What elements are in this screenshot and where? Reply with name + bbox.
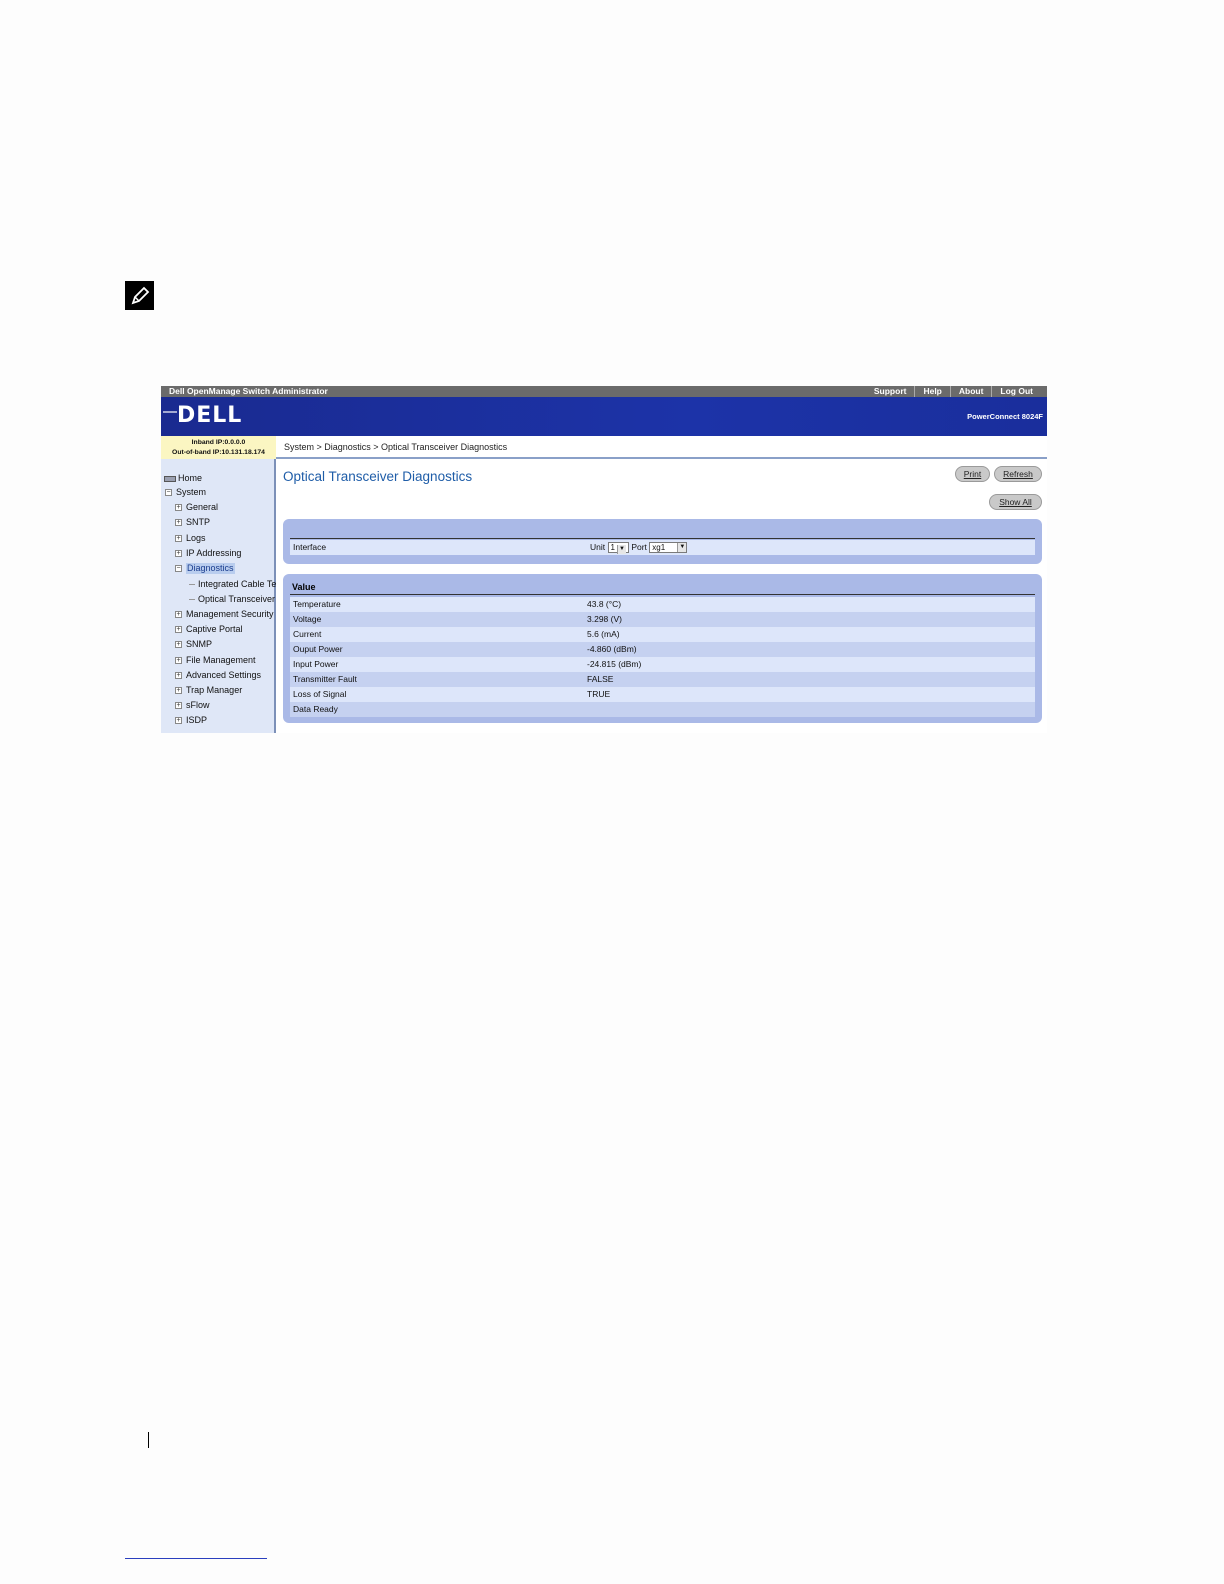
sidebar-item-snmp[interactable] [175,639,212,650]
sidebar-item-label: Optical Transceiver [198,594,276,604]
unit-label: Unit [590,542,606,552]
expand-icon[interactable]: + [176,504,181,511]
chevron-down-icon: ▼ [677,543,686,552]
sidebar-item-label: SNTP [186,517,211,527]
logo-swoosh [163,411,177,413]
sidebar-item-trap-manager[interactable] [175,685,242,696]
main-content [278,461,1047,733]
sidebar-item-label: File Management [186,655,256,665]
table-row [290,672,1035,687]
expand-icon[interactable]: + [176,641,181,648]
collapse-icon[interactable]: − [166,489,171,496]
row-value: 3.298 (V) [587,614,622,624]
row-label: Transmitter Fault [293,674,357,684]
sidebar-item-ip-addressing[interactable] [175,548,241,559]
row-label: Data Ready [293,704,338,714]
sidebar-item-general[interactable] [175,502,218,513]
row-value: -24.815 (dBm) [587,659,642,669]
row-label: Temperature [293,599,341,609]
sidebar-item-logs[interactable] [175,533,206,544]
row-value: -4.860 (dBm) [587,644,637,654]
interface-row [290,540,1035,555]
row-value: 43.8 (°C) [587,599,622,609]
unit-select[interactable] [608,542,629,553]
interface-table [290,538,1035,553]
show-all-button[interactable]: Show All [989,494,1042,510]
print-button[interactable]: Print [955,466,990,482]
sidebar-item-label: Management Security [186,609,274,619]
table-row [290,687,1035,702]
sidebar-item-management-security[interactable] [175,609,274,620]
top-links [866,386,1041,397]
table-row [290,702,1035,717]
sidebar-item-advanced-settings[interactable] [175,670,261,681]
sidebar-item-sntp[interactable] [175,517,210,528]
sidebar-item-file-management[interactable] [175,655,256,666]
inband-ip: Inband IP:0.0.0.0 [191,439,246,446]
chevron-down-icon: ▼ [617,545,626,554]
interface-panel [283,519,1042,564]
value-panel [283,574,1042,723]
refresh-button[interactable]: Refresh [994,466,1042,482]
table-row [290,597,1035,612]
dell-logo: DELL [177,403,243,428]
row-label: Voltage [293,614,322,624]
sidebar-item-label: Diagnostics [187,563,234,573]
sidebar-item-label: Trap Manager [186,685,243,695]
sidebar-item-label: General [186,502,219,512]
collapse-icon[interactable]: − [176,565,181,572]
product-name: PowerConnect 8024F [967,412,1043,421]
help-link[interactable]: Help [914,386,949,397]
unit-value: 1 [610,543,615,553]
row-label: Loss of Signal [293,689,347,699]
page-margin-rule [148,1432,149,1448]
expand-icon[interactable]: + [176,687,181,694]
table-row [290,657,1035,672]
expand-icon[interactable]: + [176,519,181,526]
breadcrumb-bar [276,436,1047,459]
sidebar-item-captive-portal[interactable] [175,624,243,635]
sidebar-item-label: IP Addressing [186,548,242,558]
tree-connector [189,584,195,585]
row-label: Current [293,629,322,639]
sidebar-item-label: Integrated Cable Te [198,579,277,589]
port-value: xg1 [652,543,666,553]
sidebar-item-label: Captive Portal [186,624,243,634]
expand-icon[interactable]: + [176,657,181,664]
sidebar-tree [161,459,276,733]
sidebar-item-label: Advanced Settings [186,670,262,680]
sidebar-item-label: Home [178,473,203,483]
expand-icon[interactable]: + [176,702,181,709]
sidebar-item-label: ISDP [186,715,208,725]
app-title: Dell OpenManage Switch Administrator [169,386,328,396]
sidebar-item-label: System [176,487,207,497]
row-value: FALSE [587,674,614,684]
sidebar-item-optical-transceiver[interactable] [189,594,275,605]
sidebar-item-label: sFlow [186,700,210,710]
top-bar [161,386,1047,397]
page-title: Optical Transceiver Diagnostics [283,469,473,484]
table-row [290,642,1035,657]
expand-icon[interactable]: + [176,672,181,679]
ip-info [161,436,276,459]
support-link[interactable]: Support [873,386,907,396]
expand-icon[interactable]: + [176,535,181,542]
table-row [290,627,1035,642]
tree-connector [189,599,195,600]
sidebar-item-label: SNMP [186,639,213,649]
expand-icon[interactable]: + [176,550,181,557]
header-banner [161,397,1047,436]
expand-icon[interactable]: + [176,717,181,724]
interface-label: Interface [293,542,327,552]
sidebar-item-label: Logs [186,533,206,543]
sidebar-item-diagnostics[interactable] [175,563,235,574]
table-row [290,612,1035,627]
sidebar-item-integrated-cable-test[interactable] [189,579,276,590]
switch-admin-screenshot [161,386,1047,733]
port-select[interactable] [649,542,687,553]
row-label: Input Power [293,659,339,669]
row-value: TRUE [587,689,611,699]
sidebar-item-system[interactable] [165,487,206,498]
port-label: Port [631,542,647,552]
sidebar-item-isdp[interactable] [175,715,207,726]
note-pencil-icon [125,281,154,310]
value-header: Value [290,579,1035,595]
sidebar-item-home[interactable] [164,473,202,484]
logout-link[interactable]: Log Out [991,386,1041,397]
about-link[interactable]: About [950,386,992,397]
outofband-ip: Out-of-band IP:10.131.18.174 [172,449,265,456]
interface-selectors [590,540,687,555]
expand-icon[interactable]: + [176,611,181,618]
footer-link-underline[interactable] [125,1558,267,1559]
breadcrumb: System > Diagnostics > Optical Transceiver Diagnostics [284,442,508,452]
row-value: 5.6 (mA) [587,629,620,639]
switch-icon [164,476,176,482]
sidebar-item-sflow[interactable] [175,700,210,711]
expand-icon[interactable]: + [176,626,181,633]
row-label: Ouput Power [293,644,343,654]
